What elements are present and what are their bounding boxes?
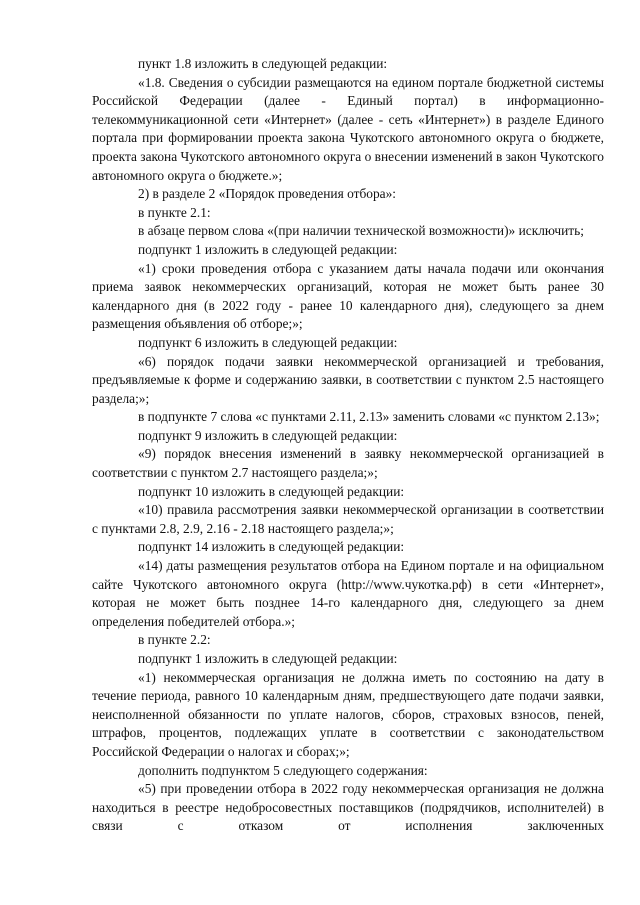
paragraph: «1) некоммерческая организация не должна иметь по состоянию на дату в течение периода, равного 10 календарным дням, предшествующего дате подачи заявки, неисполненной обязанности по уплате налогов, сборов, страховых взносов, пеней, штрафов, процентов, подлежащих уплате в соответствии с законодательством Российской Федерации о налогах и сборах;»;: [92, 669, 604, 759]
paragraph: подпункт 14 изложить в следующей редакции:: [138, 539, 405, 555]
paragraph: дополнить подпунктом 5 следующего содержания:: [138, 762, 428, 778]
paragraph: «1) сроки проведения отбора с указанием даты начала подачи или окончания приема заявок некоммерческих организаций, которая не может быть ранее 30 календарного дня (в 2022 году - ранее 10 календарного дня), следующего за днем размещения объявления об отборе;»;: [92, 260, 604, 332]
paragraph: в абзаце первом слова «(при наличии технической возможности)» исключить;: [138, 223, 584, 239]
paragraph: «14) даты размещения результатов отбора на Едином портале и на официальном сайте Чукотского автономного округа (http://www.чукотка.рф) в сети «Интернет», которая не может быть позднее 14-го календарного дня, следующего за днем определения победителей отбора.»;: [92, 558, 604, 629]
paragraph: «1.8. Сведения о субсидии размещаются на едином портале бюджетной системы Российской Федерации (далее - Единый портал) в информационно-телекоммуникационной сети «Интернет» (далее - сеть «Интернет») в разделе Единого портала при формировании проекта закона Чукотского автономного округа о бюджете, проекта закона Чукотского автономного округа о внесении изменений в закон Чукотского автономного округа о бюджете.»;: [92, 74, 604, 183]
paragraph: подпункт 6 изложить в следующей редакции:: [138, 334, 398, 350]
paragraph: подпункт 10 изложить в следующей редакции:: [138, 483, 405, 499]
paragraph: «6) порядок подачи заявки некоммерческой организацией и требования, предъявляемые к форме и содержанию заявки, в соответствии с пунктом 2.5 настоящего раздела;»;: [92, 353, 604, 406]
paragraph: «9) порядок внесения изменений в заявку некоммерческой организацией в соответствии с пунктом 2.7 настоящего раздела;»;: [92, 446, 604, 481]
paragraph: в пункте 2.1:: [138, 204, 211, 220]
paragraph: 2) в разделе 2 «Порядок проведения отбора»:: [138, 186, 397, 202]
paragraph: «10) правила рассмотрения заявки некоммерческой организации в соответствии с пунктами 2.8, 2.9, 2.16 - 2.18 настоящего раздела;»;: [92, 502, 604, 536]
paragraph: подпункт 9 изложить в следующей редакции:: [138, 427, 398, 443]
paragraph: подпункт 1 изложить в следующей редакции:: [138, 241, 398, 257]
paragraph: в подпункте 7 слова «с пунктами 2.11, 2.13» заменить словами «с пунктом 2.13»;: [138, 409, 600, 425]
paragraph: в пункте 2.2:: [138, 632, 211, 648]
paragraph: пункт 1.8 изложить в следующей редакции:: [138, 56, 388, 71]
paragraph: «5) при проведении отбора в 2022 году некоммерческая организация не должна находиться в реестре недобросовестных поставщиков (подрядчиков, исполнителей) в связи с отказом от исполнения заключенных: [92, 781, 604, 834]
paragraph: подпункт 1 изложить в следующей редакции:: [138, 651, 398, 666]
